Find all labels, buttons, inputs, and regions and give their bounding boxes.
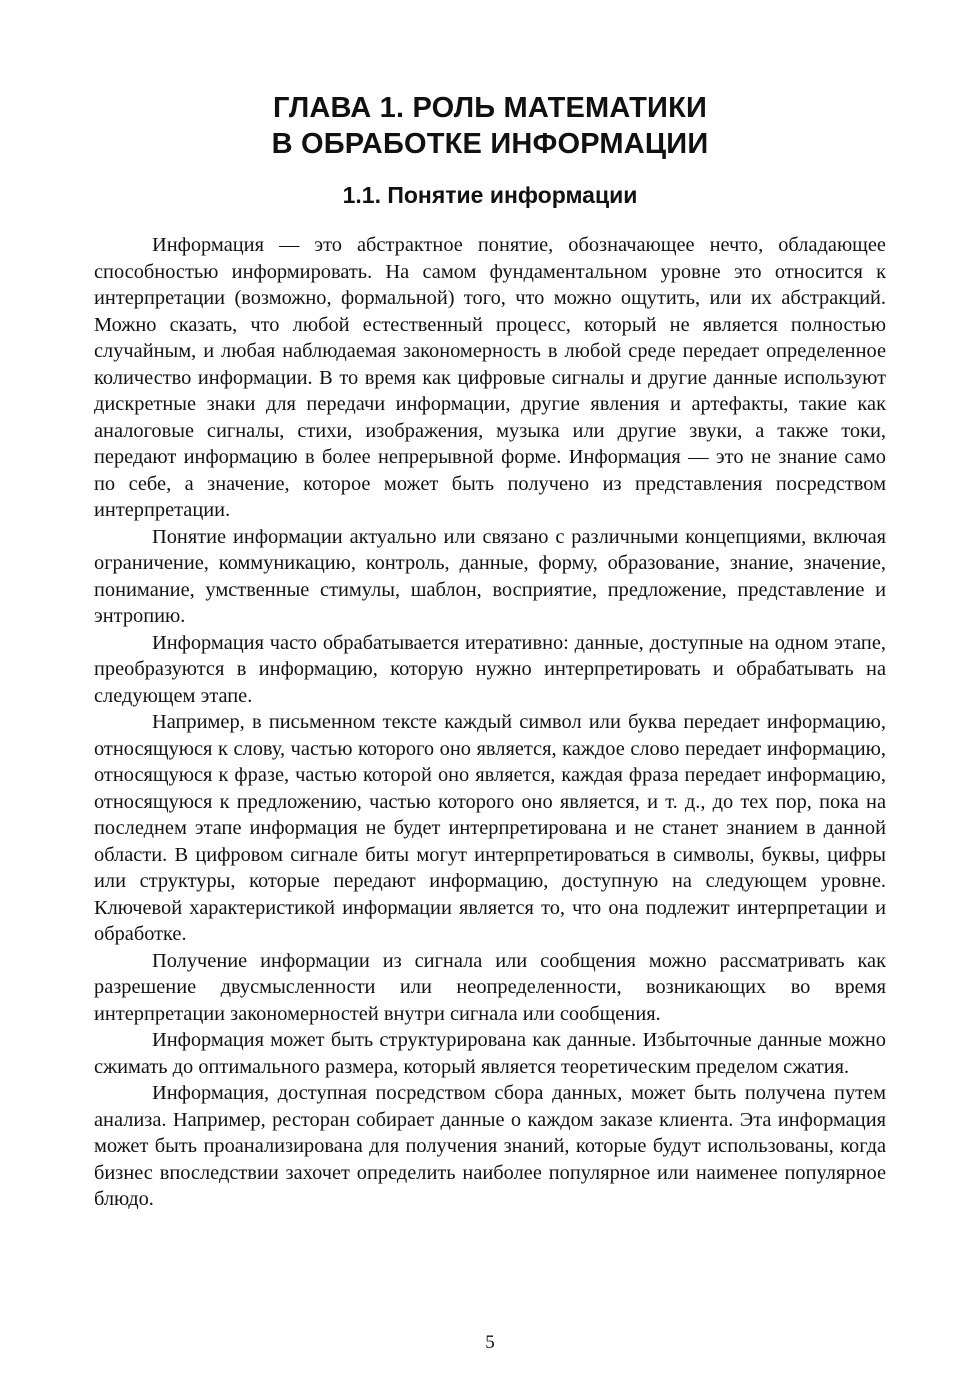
- paragraph-restaurant-example: Информация, доступная посредством сбора данных, может быть получена путем анализа. Например, ресторан собирает данные о каждом заказе клиента. Эта информация может быть проанализирована для получения знаний, которые будут использованы, когда бизнес впоследствии захочет определить наиболее популярное или наименее популярное блюдо.: [94, 1082, 886, 1210]
- paragraph-related-concepts: Понятие информации актуально или связано с различными концепциями, включая ограничение, коммуникацию, контроль, данные, форму, образование, знание, значение, понимание, умственные стимулы, шаблон, восприятие, предложение, представление и энтропию.: [94, 525, 886, 627]
- paragraph-written-text-example: Например, в письменном тексте каждый символ или буква передает информацию, относящуюся к слову, частью которого оно является, каждое слово передает информацию, относящуюся к фразе, частью которой оно является, каждая фраза передает информацию, относящуюся к предложению, частью которого оно является, и т. д., до тех пор, пока на последнем этапе информация не будет интерпретирована и не станет знанием в данной области. В цифровом сигнале биты могут интерпретироваться в символы, буквы, цифры или структуры, которые передают информацию, доступную на следующем уровне. Ключевой характеристикой информации является то, что она подлежит интерпретации и обработке.: [94, 711, 886, 945]
- paragraph-information-definition: Информация — это абстрактное понятие, обозначающее нечто, обладающее способностью информировать. На самом фундаментальном уровне это относится к интерпретации (возможно, формальной) того, что можно ощутить, или их абстракций. Можно сказать, что любой естественный процесс, который не является полностью случайным, и любая наблюдаемая закономерность в любой среде передает определенное количество информации. В то время как цифровые сигналы и другие данные используют дискретные знаки для передачи информации, другие явления и артефакты, такие как аналоговые сигналы, стихи, изображения, музыка или другие звуки, а также токи, передают информацию в более непрерывной форме. Информация — это не знание само по себе, а значение, которое может быть получено из представления посредством интерпретации.: [94, 234, 886, 521]
- section-title: 1.1. Понятие информации: [342, 182, 638, 208]
- paragraph-iterative-processing: Информация часто обрабатывается итеративно: данные, доступные на одном этапе, преобразуются в информацию, которую нужно интерпретировать и обрабатывать на следующем этапе.: [94, 631, 886, 707]
- chapter-title-line-2: В ОБРАБОТКЕ ИНФОРМАЦИИ: [271, 128, 709, 160]
- chapter-title: [0, 90, 980, 162]
- page-number: 5: [485, 1332, 495, 1353]
- body-text: [94, 232, 886, 1213]
- chapter-title-line-1: ГЛАВА 1. РОЛЬ МАТЕМАТИКИ: [272, 92, 708, 124]
- paragraph-signal-ambiguity: Получение информации из сигнала или сообщения можно рассматривать как разрешение двусмысленности или неопределенности, возникающих во время интерпретации закономерностей внутри сигнала или сообщения.: [94, 949, 886, 1025]
- paragraph-data-compression: Информация может быть структурирована как данные. Избыточные данные можно сжимать до оптимального размера, который является теоретическим пределом сжатия.: [94, 1029, 886, 1078]
